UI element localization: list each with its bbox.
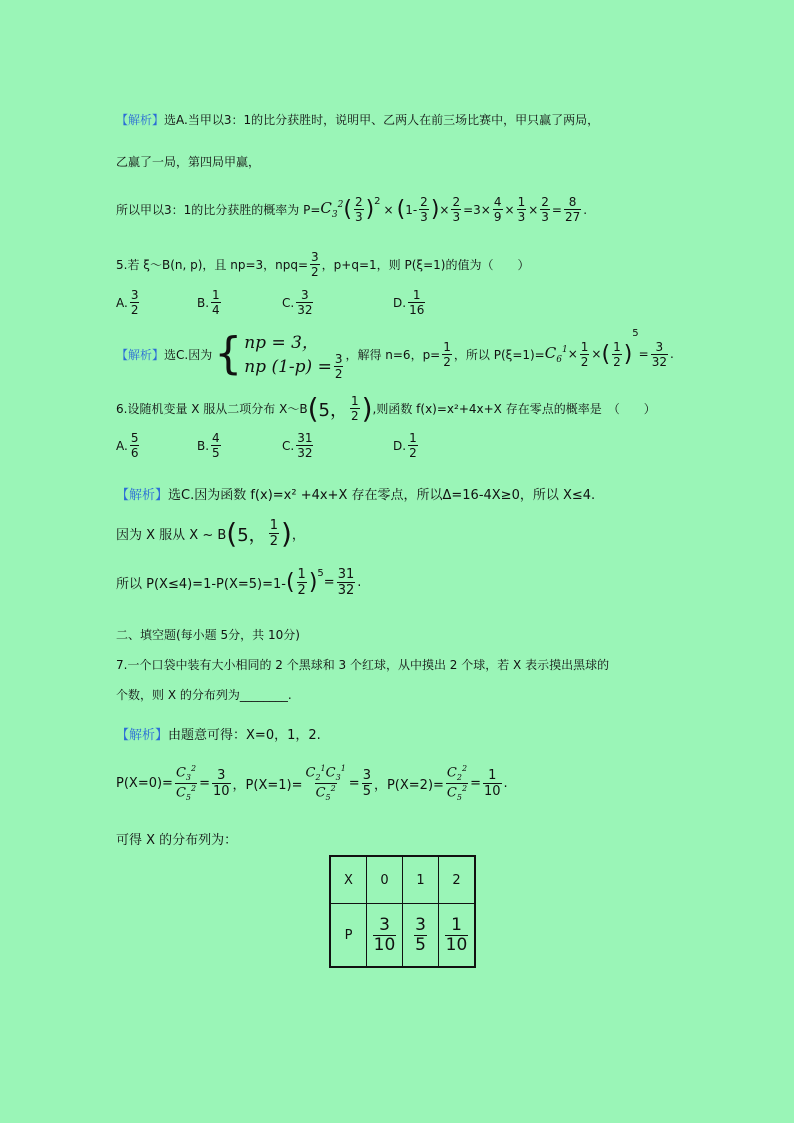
distribution-table <box>329 855 476 968</box>
q7-solution: 【解析】由题意可得：X=0，1，2. <box>116 728 321 743</box>
q5-option-a[interactable]: A. $\frac{3}{2}$ <box>116 288 139 317</box>
q4-probability-line: 所以甲以3：1的比分获胜的概率为 P= $C_3^2$ ( $\frac{2}{3}$ ) $^2$ × ( 1- $\frac{2}{3}$ ) × $\frac{2}{3}$ =3× $\frac{4}{9}$ × $\frac{1}{3}$ × $\frac{2}{3}$ = $\frac{8}{27}$ . <box>116 195 588 224</box>
q6-solution: 【解析】选C.因为函数 f(x)=x² +4x+X 存在零点，所以Δ=16-4X≥0，所以 X≤4. <box>116 488 596 503</box>
q4-solution-line2: 乙赢了一局，第四局甲赢， <box>116 155 261 169</box>
brace-icon: { <box>214 328 243 379</box>
q7-probabilities: P(X=0)= $\frac{C_3^2}{C_5^2}$ = $\frac{3}{10}$ ，P(X=1)= $\frac{C_2^1C_3^1}{C_5^2}$ = $\frac{3}{5}$ ，P(X=2)= $\frac{C_2^2}{C_5^2}$ = $\frac{1}{10}$ . <box>116 764 508 802</box>
table-cell: $\frac{3}{10}$ <box>367 904 403 968</box>
q6-option-d[interactable]: D. $\frac{1}{2}$ <box>393 431 417 460</box>
q5-option-c[interactable]: C. $\frac{3}{32}$ <box>282 288 313 317</box>
solution-tag: 【解析】 <box>116 728 169 743</box>
solution-tag: 【解析】 <box>116 347 165 362</box>
table-header-cell: 1 <box>403 856 439 904</box>
section-heading: 二、填空题(每小题 5分，共 10分) <box>116 628 300 642</box>
q6-option-b[interactable]: B. $\frac{4}{5}$ <box>197 431 220 460</box>
q6-option-a[interactable]: A. $\frac{5}{6}$ <box>116 431 139 460</box>
table-row <box>330 856 475 904</box>
q6-option-c[interactable]: C. $\frac{31}{32}$ <box>282 431 313 460</box>
solution-tag: 【解析】 <box>116 113 165 127</box>
q5-stem-a: 5.若 ξ～B(n, p)，且 np=3，npq= <box>116 258 309 272</box>
table-cell: $\frac{1}{10}$ <box>439 904 476 968</box>
table-header-cell: X <box>330 856 367 904</box>
q6-solution-line2: 因为 X 服从 X ~ B ( 5， $\frac{1}{2}$ ) ， <box>116 517 305 550</box>
combination: $C_3^2$ <box>320 199 344 220</box>
q5-stem-b: ，p+q=1，则 P(ξ=1)的值为（ ） <box>321 258 530 272</box>
q7-dist-intro: 可得 X 的分布列为： <box>116 833 238 848</box>
solution-tag: 【解析】 <box>116 488 169 503</box>
q4-solution-text1: 选A.当甲以3：1的比分获胜时，说明甲、乙两人在前三场比赛中，甲只赢了两局， <box>164 113 600 127</box>
q6-stem: 6.设随机变量 X 服从二项分布 X～B ( 5， $\frac{1}{2}$ ) ,则函数 f(x)=x²+4x+X 存在零点的概率是 （ ） <box>116 392 656 425</box>
q7-stem2: 个数，则 X 的分布列为________. <box>116 688 292 702</box>
q5-option-b[interactable]: B. $\frac{1}{4}$ <box>197 288 220 317</box>
table-row <box>330 904 475 968</box>
q5-stem: 5.若 ξ～B(n, p)，且 np=3，npq= $\frac{3}{2}$ ，p+q=1，则 P(ξ=1)的值为（ ） <box>116 250 530 279</box>
table-header-cell: 2 <box>439 856 476 904</box>
q6-solution-line3: 所以 P(X≤4)=1-P(X=5)=1- ( $\frac{1}{2}$ ) $^5$ = $\frac{31}{32}$ . <box>116 567 362 598</box>
q7-stem1: 7.一个口袋中装有大小相同的 2 个黑球和 3 个红球，从中摸出 2 个球，若 X 表示摸出黑球的 <box>116 658 610 672</box>
table-cell: $\frac{3}{5}$ <box>403 904 439 968</box>
q5-option-d[interactable]: D. $\frac{1}{16}$ <box>393 288 425 317</box>
table-row-label: P <box>330 904 367 968</box>
q5-solution: 【解析】 选C.因为 { np = 3， np (1-p) = $\frac{3}{2}$ ，解得 n=6，p= $\frac{1}{2}$ ，所以 P(ξ=1)= $C_6^1$ × $\frac{1}{2}$ × ( $\frac{1}{2}$ ) 5 = $\frac{3}{32}$ . <box>116 328 674 381</box>
table-header-cell: 0 <box>367 856 403 904</box>
q4-prob-prefix: 所以甲以3：1的比分获胜的概率为 P= <box>116 203 321 217</box>
q4-solution-line1 <box>116 111 794 128</box>
